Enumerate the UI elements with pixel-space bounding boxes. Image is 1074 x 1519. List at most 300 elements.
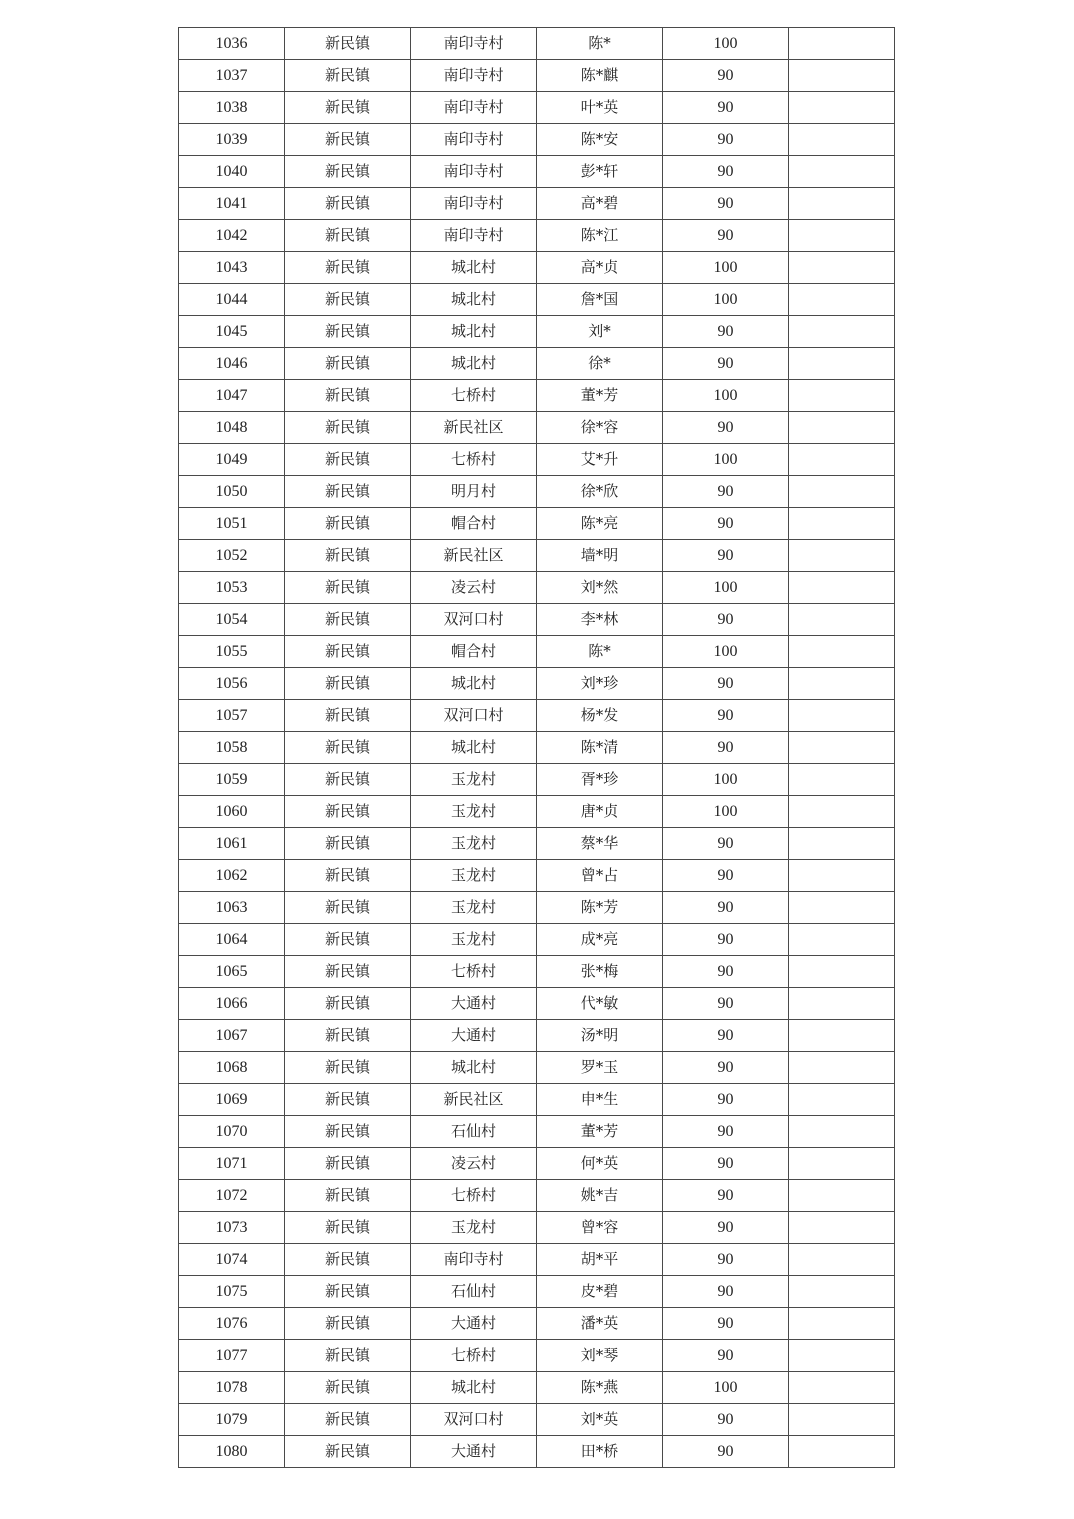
cell-town: 新民镇 (285, 540, 411, 572)
cell-remark (789, 636, 895, 668)
table-row (179, 604, 895, 636)
cell-town: 新民镇 (285, 1404, 411, 1436)
cell-person-name: 申*生 (537, 1084, 663, 1116)
cell-amount: 90 (663, 732, 789, 764)
cell-remark (789, 60, 895, 92)
cell-town: 新民镇 (285, 124, 411, 156)
cell-town: 新民镇 (285, 348, 411, 380)
cell-serial-number: 1037 (179, 60, 285, 92)
cell-person-name: 胡*平 (537, 1244, 663, 1276)
table-row (179, 348, 895, 380)
table-body (179, 28, 895, 1468)
cell-person-name: 高*碧 (537, 188, 663, 220)
cell-village: 新民社区 (411, 1084, 537, 1116)
cell-village: 南印寺村 (411, 28, 537, 60)
table-row (179, 1084, 895, 1116)
cell-village: 新民社区 (411, 412, 537, 444)
cell-remark (789, 348, 895, 380)
cell-person-name: 罗*玉 (537, 1052, 663, 1084)
cell-amount: 100 (663, 572, 789, 604)
cell-town: 新民镇 (285, 1212, 411, 1244)
table-row (179, 1276, 895, 1308)
cell-amount: 90 (663, 1148, 789, 1180)
cell-village: 七桥村 (411, 1340, 537, 1372)
table-row (179, 860, 895, 892)
cell-remark (789, 1212, 895, 1244)
cell-serial-number: 1058 (179, 732, 285, 764)
cell-remark (789, 188, 895, 220)
cell-town: 新民镇 (285, 572, 411, 604)
cell-remark (789, 1116, 895, 1148)
cell-amount: 90 (663, 988, 789, 1020)
cell-person-name: 汤*明 (537, 1020, 663, 1052)
cell-remark (789, 444, 895, 476)
cell-person-name: 刘*英 (537, 1404, 663, 1436)
cell-town: 新民镇 (285, 412, 411, 444)
cell-remark (789, 700, 895, 732)
cell-remark (789, 956, 895, 988)
cell-town: 新民镇 (285, 1276, 411, 1308)
cell-amount: 90 (663, 508, 789, 540)
cell-town: 新民镇 (285, 924, 411, 956)
cell-amount: 90 (663, 1404, 789, 1436)
cell-amount: 100 (663, 444, 789, 476)
cell-serial-number: 1056 (179, 668, 285, 700)
cell-village: 南印寺村 (411, 156, 537, 188)
cell-serial-number: 1054 (179, 604, 285, 636)
cell-person-name: 何*英 (537, 1148, 663, 1180)
cell-person-name: 刘* (537, 316, 663, 348)
table-row (179, 444, 895, 476)
cell-town: 新民镇 (285, 1372, 411, 1404)
cell-remark (789, 476, 895, 508)
cell-remark (789, 412, 895, 444)
cell-town: 新民镇 (285, 508, 411, 540)
cell-amount: 100 (663, 28, 789, 60)
cell-person-name: 刘*珍 (537, 668, 663, 700)
cell-village: 七桥村 (411, 444, 537, 476)
cell-village: 七桥村 (411, 380, 537, 412)
cell-amount: 90 (663, 1180, 789, 1212)
cell-amount: 90 (663, 188, 789, 220)
cell-remark (789, 1308, 895, 1340)
cell-person-name: 叶*英 (537, 92, 663, 124)
cell-serial-number: 1069 (179, 1084, 285, 1116)
cell-village: 玉龙村 (411, 924, 537, 956)
cell-village: 玉龙村 (411, 828, 537, 860)
cell-town: 新民镇 (285, 444, 411, 476)
cell-town: 新民镇 (285, 284, 411, 316)
cell-person-name: 潘*英 (537, 1308, 663, 1340)
cell-town: 新民镇 (285, 380, 411, 412)
cell-town: 新民镇 (285, 988, 411, 1020)
cell-remark (789, 124, 895, 156)
cell-town: 新民镇 (285, 1244, 411, 1276)
table-row (179, 252, 895, 284)
cell-person-name: 陈*安 (537, 124, 663, 156)
cell-person-name: 陈* (537, 28, 663, 60)
cell-village: 城北村 (411, 668, 537, 700)
cell-serial-number: 1036 (179, 28, 285, 60)
table-row (179, 1244, 895, 1276)
table-row (179, 732, 895, 764)
cell-village: 帽合村 (411, 508, 537, 540)
cell-remark (789, 1020, 895, 1052)
cell-remark (789, 1276, 895, 1308)
cell-serial-number: 1063 (179, 892, 285, 924)
table-row (179, 1052, 895, 1084)
cell-remark (789, 1180, 895, 1212)
table-row (179, 60, 895, 92)
cell-person-name: 彭*轩 (537, 156, 663, 188)
cell-amount: 90 (663, 1340, 789, 1372)
table-row (179, 92, 895, 124)
cell-village: 玉龙村 (411, 892, 537, 924)
cell-serial-number: 1078 (179, 1372, 285, 1404)
cell-amount: 100 (663, 796, 789, 828)
table-row (179, 284, 895, 316)
cell-person-name: 陈*麒 (537, 60, 663, 92)
cell-remark (789, 316, 895, 348)
cell-remark (789, 28, 895, 60)
cell-amount: 90 (663, 1020, 789, 1052)
cell-person-name: 杨*发 (537, 700, 663, 732)
cell-amount: 100 (663, 764, 789, 796)
cell-amount: 90 (663, 700, 789, 732)
cell-village: 双河口村 (411, 1404, 537, 1436)
table-row (179, 476, 895, 508)
cell-village: 凌云村 (411, 572, 537, 604)
cell-remark (789, 540, 895, 572)
table-row (179, 796, 895, 828)
cell-person-name: 皮*碧 (537, 1276, 663, 1308)
cell-amount: 90 (663, 1276, 789, 1308)
cell-amount: 90 (663, 1436, 789, 1468)
cell-town: 新民镇 (285, 1340, 411, 1372)
cell-serial-number: 1051 (179, 508, 285, 540)
table-row (179, 412, 895, 444)
table-row (179, 1436, 895, 1468)
table-row (179, 540, 895, 572)
cell-amount: 90 (663, 604, 789, 636)
cell-amount: 90 (663, 828, 789, 860)
cell-amount: 90 (663, 412, 789, 444)
cell-village: 城北村 (411, 732, 537, 764)
cell-remark (789, 828, 895, 860)
cell-town: 新民镇 (285, 700, 411, 732)
cell-serial-number: 1074 (179, 1244, 285, 1276)
cell-amount: 90 (663, 1244, 789, 1276)
cell-town: 新民镇 (285, 1180, 411, 1212)
cell-serial-number: 1072 (179, 1180, 285, 1212)
cell-serial-number: 1045 (179, 316, 285, 348)
cell-serial-number: 1040 (179, 156, 285, 188)
cell-amount: 100 (663, 284, 789, 316)
cell-serial-number: 1046 (179, 348, 285, 380)
table-row (179, 988, 895, 1020)
table-row (179, 508, 895, 540)
cell-village: 凌云村 (411, 1148, 537, 1180)
cell-town: 新民镇 (285, 860, 411, 892)
cell-amount: 100 (663, 252, 789, 284)
cell-amount: 90 (663, 860, 789, 892)
cell-village: 南印寺村 (411, 188, 537, 220)
cell-serial-number: 1055 (179, 636, 285, 668)
cell-remark (789, 92, 895, 124)
cell-village: 双河口村 (411, 700, 537, 732)
cell-person-name: 陈*燕 (537, 1372, 663, 1404)
cell-remark (789, 732, 895, 764)
cell-village: 新民社区 (411, 540, 537, 572)
cell-amount: 90 (663, 924, 789, 956)
cell-amount: 90 (663, 892, 789, 924)
cell-person-name: 艾*升 (537, 444, 663, 476)
cell-town: 新民镇 (285, 28, 411, 60)
cell-village: 大通村 (411, 1436, 537, 1468)
cell-village: 七桥村 (411, 1180, 537, 1212)
roster-table (178, 27, 895, 1468)
cell-serial-number: 1068 (179, 1052, 285, 1084)
cell-remark (789, 1052, 895, 1084)
cell-person-name: 徐*容 (537, 412, 663, 444)
cell-town: 新民镇 (285, 1020, 411, 1052)
cell-serial-number: 1065 (179, 956, 285, 988)
cell-person-name: 刘*然 (537, 572, 663, 604)
cell-person-name: 詹*国 (537, 284, 663, 316)
cell-amount: 90 (663, 540, 789, 572)
table-row (179, 1308, 895, 1340)
cell-serial-number: 1079 (179, 1404, 285, 1436)
cell-amount: 90 (663, 1116, 789, 1148)
cell-remark (789, 1148, 895, 1180)
table-row (179, 1404, 895, 1436)
cell-village: 大通村 (411, 1020, 537, 1052)
cell-serial-number: 1041 (179, 188, 285, 220)
table-row (179, 380, 895, 412)
cell-town: 新民镇 (285, 1436, 411, 1468)
cell-village: 城北村 (411, 348, 537, 380)
cell-person-name: 胥*珍 (537, 764, 663, 796)
cell-serial-number: 1049 (179, 444, 285, 476)
cell-person-name: 徐*欣 (537, 476, 663, 508)
cell-serial-number: 1070 (179, 1116, 285, 1148)
table-row (179, 220, 895, 252)
cell-village: 玉龙村 (411, 860, 537, 892)
cell-remark (789, 1340, 895, 1372)
cell-amount: 90 (663, 1212, 789, 1244)
cell-amount: 90 (663, 668, 789, 700)
table-row (179, 1020, 895, 1052)
cell-amount: 90 (663, 956, 789, 988)
cell-town: 新民镇 (285, 956, 411, 988)
cell-serial-number: 1080 (179, 1436, 285, 1468)
table-row (179, 764, 895, 796)
cell-remark (789, 860, 895, 892)
cell-person-name: 徐* (537, 348, 663, 380)
cell-village: 城北村 (411, 1052, 537, 1084)
table-row (179, 668, 895, 700)
cell-town: 新民镇 (285, 732, 411, 764)
cell-person-name: 陈*清 (537, 732, 663, 764)
cell-town: 新民镇 (285, 796, 411, 828)
cell-town: 新民镇 (285, 1148, 411, 1180)
cell-serial-number: 1042 (179, 220, 285, 252)
table-row (179, 924, 895, 956)
cell-remark (789, 892, 895, 924)
cell-serial-number: 1038 (179, 92, 285, 124)
cell-village: 城北村 (411, 1372, 537, 1404)
cell-remark (789, 1084, 895, 1116)
cell-serial-number: 1061 (179, 828, 285, 860)
cell-town: 新民镇 (285, 668, 411, 700)
cell-village: 城北村 (411, 284, 537, 316)
cell-remark (789, 1372, 895, 1404)
table-row (179, 1340, 895, 1372)
cell-town: 新民镇 (285, 156, 411, 188)
cell-village: 石仙村 (411, 1116, 537, 1148)
cell-remark (789, 764, 895, 796)
table-row (179, 124, 895, 156)
cell-serial-number: 1050 (179, 476, 285, 508)
cell-village: 南印寺村 (411, 124, 537, 156)
cell-person-name: 高*贞 (537, 252, 663, 284)
cell-town: 新民镇 (285, 604, 411, 636)
cell-serial-number: 1052 (179, 540, 285, 572)
cell-remark (789, 220, 895, 252)
cell-town: 新民镇 (285, 252, 411, 284)
cell-remark (789, 668, 895, 700)
cell-remark (789, 1436, 895, 1468)
cell-village: 玉龙村 (411, 1212, 537, 1244)
cell-person-name: 董*芳 (537, 1116, 663, 1148)
cell-remark (789, 572, 895, 604)
cell-village: 石仙村 (411, 1276, 537, 1308)
cell-person-name: 刘*琴 (537, 1340, 663, 1372)
cell-serial-number: 1067 (179, 1020, 285, 1052)
cell-amount: 90 (663, 1308, 789, 1340)
cell-person-name: 董*芳 (537, 380, 663, 412)
table-row (179, 28, 895, 60)
cell-town: 新民镇 (285, 316, 411, 348)
cell-person-name: 唐*贞 (537, 796, 663, 828)
cell-village: 大通村 (411, 1308, 537, 1340)
cell-remark (789, 796, 895, 828)
cell-serial-number: 1060 (179, 796, 285, 828)
cell-person-name: 曾*容 (537, 1212, 663, 1244)
cell-amount: 90 (663, 156, 789, 188)
table-row (179, 1372, 895, 1404)
cell-person-name: 墙*明 (537, 540, 663, 572)
cell-town: 新民镇 (285, 1052, 411, 1084)
cell-remark (789, 1404, 895, 1436)
cell-person-name: 陈*亮 (537, 508, 663, 540)
cell-town: 新民镇 (285, 764, 411, 796)
table-row (179, 316, 895, 348)
cell-town: 新民镇 (285, 636, 411, 668)
cell-serial-number: 1053 (179, 572, 285, 604)
table-row (179, 892, 895, 924)
table-row (179, 956, 895, 988)
table-row (179, 1148, 895, 1180)
table-row (179, 828, 895, 860)
cell-town: 新民镇 (285, 1116, 411, 1148)
cell-amount: 90 (663, 124, 789, 156)
cell-person-name: 陈* (537, 636, 663, 668)
cell-person-name: 陈*芳 (537, 892, 663, 924)
cell-town: 新民镇 (285, 828, 411, 860)
cell-town: 新民镇 (285, 220, 411, 252)
cell-amount: 90 (663, 60, 789, 92)
cell-amount: 90 (663, 348, 789, 380)
cell-amount: 90 (663, 220, 789, 252)
cell-village: 南印寺村 (411, 1244, 537, 1276)
cell-serial-number: 1059 (179, 764, 285, 796)
cell-person-name: 代*敏 (537, 988, 663, 1020)
cell-amount: 100 (663, 636, 789, 668)
cell-amount: 90 (663, 476, 789, 508)
cell-village: 帽合村 (411, 636, 537, 668)
table-row (179, 156, 895, 188)
table-row (179, 1180, 895, 1212)
cell-town: 新民镇 (285, 892, 411, 924)
cell-village: 南印寺村 (411, 60, 537, 92)
cell-serial-number: 1071 (179, 1148, 285, 1180)
cell-village: 七桥村 (411, 956, 537, 988)
cell-remark (789, 604, 895, 636)
cell-serial-number: 1064 (179, 924, 285, 956)
cell-town: 新民镇 (285, 92, 411, 124)
cell-person-name: 张*梅 (537, 956, 663, 988)
cell-serial-number: 1066 (179, 988, 285, 1020)
cell-town: 新民镇 (285, 60, 411, 92)
cell-person-name: 曾*占 (537, 860, 663, 892)
cell-person-name: 李*林 (537, 604, 663, 636)
cell-remark (789, 380, 895, 412)
cell-village: 玉龙村 (411, 796, 537, 828)
cell-village: 双河口村 (411, 604, 537, 636)
cell-town: 新民镇 (285, 1308, 411, 1340)
cell-amount: 90 (663, 1084, 789, 1116)
cell-amount: 90 (663, 1052, 789, 1084)
cell-town: 新民镇 (285, 188, 411, 220)
cell-village: 南印寺村 (411, 92, 537, 124)
table-row (179, 700, 895, 732)
cell-serial-number: 1043 (179, 252, 285, 284)
cell-serial-number: 1075 (179, 1276, 285, 1308)
cell-village: 城北村 (411, 252, 537, 284)
cell-town: 新民镇 (285, 476, 411, 508)
cell-serial-number: 1044 (179, 284, 285, 316)
cell-village: 玉龙村 (411, 764, 537, 796)
cell-serial-number: 1062 (179, 860, 285, 892)
table-row (179, 188, 895, 220)
cell-serial-number: 1057 (179, 700, 285, 732)
cell-serial-number: 1039 (179, 124, 285, 156)
cell-remark (789, 508, 895, 540)
cell-remark (789, 284, 895, 316)
table-row (179, 1116, 895, 1148)
cell-remark (789, 252, 895, 284)
table-row (179, 636, 895, 668)
cell-amount: 90 (663, 316, 789, 348)
cell-serial-number: 1076 (179, 1308, 285, 1340)
cell-remark (789, 988, 895, 1020)
cell-remark (789, 924, 895, 956)
cell-amount: 100 (663, 380, 789, 412)
cell-village: 城北村 (411, 316, 537, 348)
cell-village: 明月村 (411, 476, 537, 508)
cell-person-name: 田*桥 (537, 1436, 663, 1468)
